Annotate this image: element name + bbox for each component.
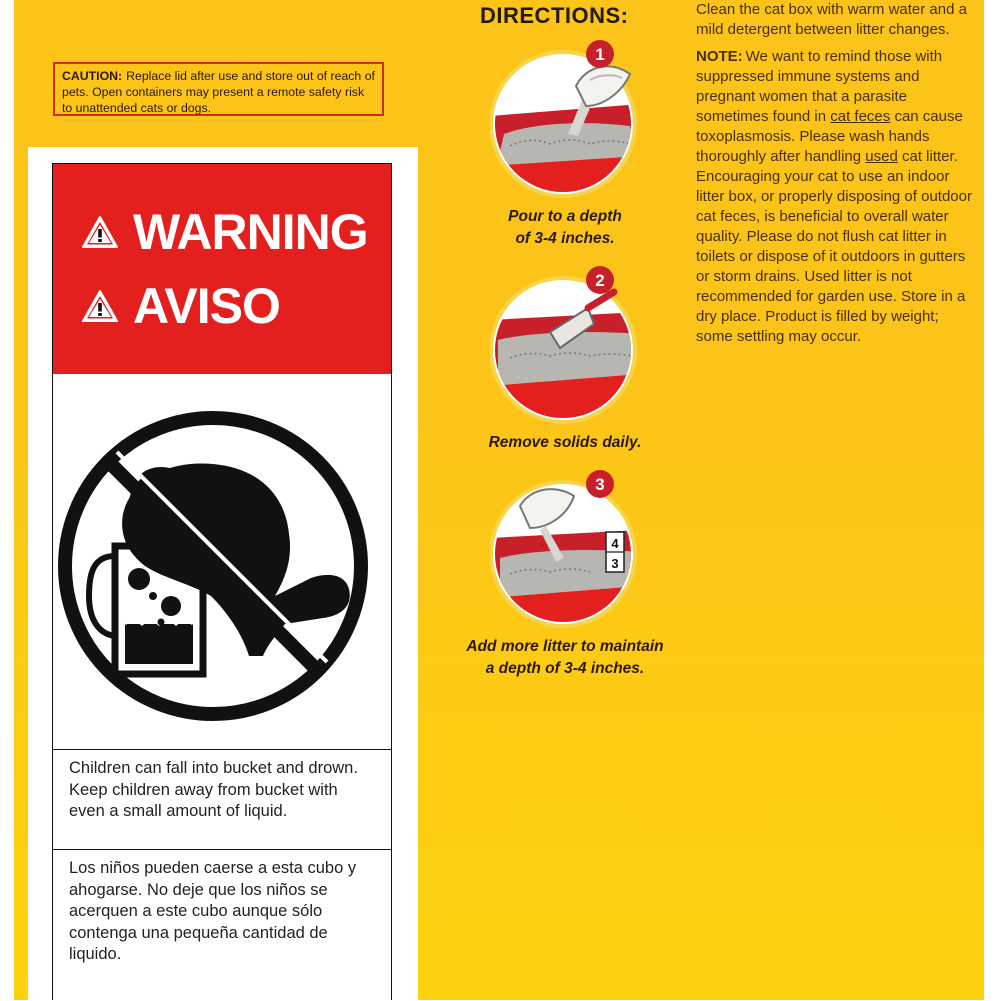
step-3-caption	[440, 636, 690, 680]
note-paragraph	[696, 47, 976, 347]
step-3-caption-line1: Add more litter to maintain	[466, 638, 664, 655]
step-3-caption-line2: a depth of 3-4 inches.	[485, 660, 645, 677]
warning-header	[53, 164, 391, 374]
warning-title-en: WARNING	[133, 204, 368, 260]
step-2-caption-line1: Remove solids daily.	[488, 434, 642, 451]
warning-title-line	[81, 202, 368, 262]
caution-label: CAUTION:	[62, 69, 123, 83]
note-label: NOTE:	[696, 48, 743, 65]
note-text-a: We want to remind those with suppressed immune systems and pregnant women that a parasite sometimes found in	[696, 48, 943, 125]
warning-title-es: AVISO	[133, 278, 280, 334]
depth-mark-4: 4	[611, 536, 619, 551]
warning-text-spanish: Los niños pueden caerse a esta cubo y ahogarse. No deje que los niños se acerquen a este cubo aunque sólo contenga una pequeña cantidad de liquido.	[69, 859, 357, 963]
info-text-column	[696, 0, 976, 354]
warning-card	[28, 147, 418, 1000]
step-1-caption	[480, 206, 650, 250]
scoop-litter-icon	[490, 262, 640, 427]
warning-triangle-icon	[81, 289, 119, 323]
no-child-drowning-bucket-icon	[53, 374, 390, 750]
step-1-number: 1	[595, 45, 605, 64]
step-2-number: 2	[595, 271, 605, 290]
note-link-cat-feces: cat feces	[830, 108, 891, 125]
refill-litter-icon	[490, 466, 640, 631]
note-text-c: cat litter. Encouraging your cat to use an indoor litter box, or properly disposing of outdoor cat feces, is beneficial to overall water quality. Please do not flush cat litter in toilets or dispose of it outdoors in gutters or storm drains. Used litter is not recommended for garden use. Store in a dry place. Product is filled by weight; some settling may occur.	[696, 148, 972, 345]
cleaning-instructions: Clean the cat box with warm water and a mild detergent between litter changes.	[696, 1, 967, 38]
note-link-used: used	[865, 148, 898, 165]
depth-mark-3: 3	[611, 556, 619, 571]
note-text-b: can cause toxoplasmosis. Please wash hands thoroughly after handling	[696, 108, 963, 165]
warning-triangle-icon	[81, 215, 119, 249]
pour-litter-icon	[490, 36, 640, 201]
caution-box	[53, 62, 384, 116]
caution-text: Replace lid after use and store out of reach of pets. Open containers may present a remote safety risk to unattended cats or dogs.	[62, 69, 375, 115]
step-1-caption-line1: Pour to a depth	[508, 208, 622, 225]
step-2-caption	[470, 432, 660, 454]
directions-title: DIRECTIONS:	[480, 3, 629, 28]
pictogram-area	[53, 374, 391, 750]
warning-card-frame	[52, 163, 392, 1000]
step-1-caption-line2: of 3-4 inches.	[515, 230, 615, 247]
step-3-number: 3	[595, 475, 605, 494]
aviso-title-line	[81, 276, 280, 336]
warning-text-english: Children can fall into bucket and drown. Keep children away from bucket with even a small amount of liquid.	[53, 750, 391, 850]
